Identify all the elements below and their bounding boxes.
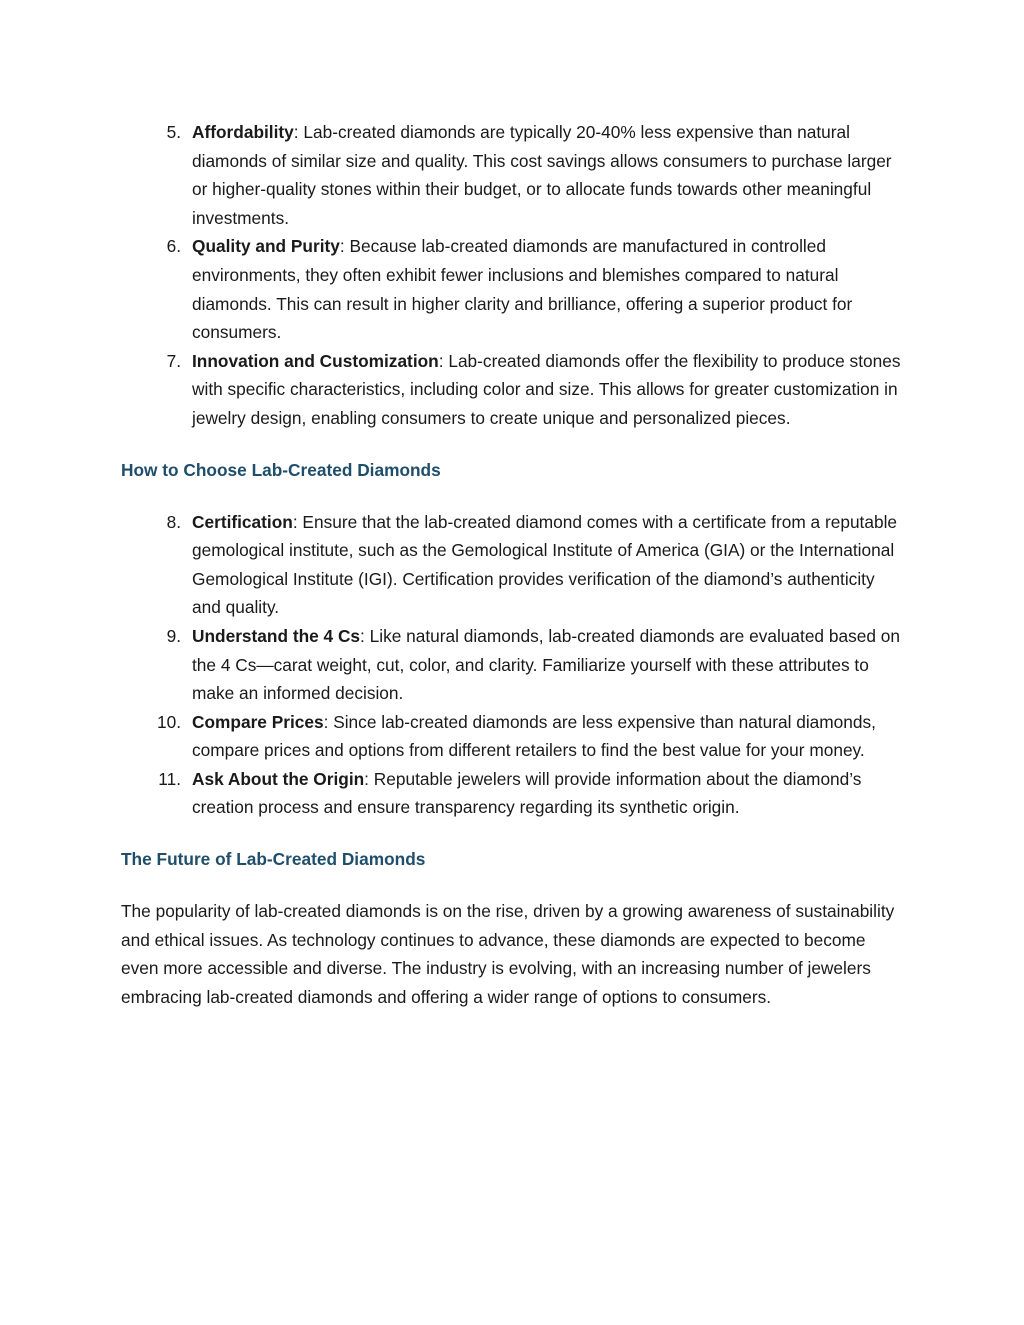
item-term: Certification	[192, 511, 293, 532]
item-text: : Lab-created diamonds are typically 20-40% less expensive than natural diamonds of similar size and quality. This cost savings allows consumers to purchase larger or higher-quality stones within their budget, or to allocate funds towards other meaningful investments.	[192, 122, 892, 228]
item-text: : Lab-created diamonds offer the flexibility to produce stones with specific characteristics, including color and size. This allows for greater customization in jewelry design, enabling consumers to create unique and personalized pieces.	[192, 350, 901, 428]
list-item	[121, 232, 907, 346]
item-term: Understand the 4 Cs	[192, 625, 361, 646]
section-heading-future: The Future of Lab-Created Diamonds	[121, 849, 426, 870]
list-item	[121, 765, 907, 822]
list-number: 6.	[166, 236, 181, 257]
list-number: 8.	[166, 511, 181, 532]
how-to-choose-list	[121, 508, 907, 823]
item-term: Ask About the Origin	[192, 768, 365, 789]
list-number: 5.	[166, 122, 181, 142]
document-page	[121, 118, 907, 1011]
item-term: Compare Prices	[192, 711, 324, 732]
item-text: : Because lab-created diamonds are manufactured in controlled environments, they often exhibit fewer inclusions and blemishes compared to natural diamonds. This can result in higher clarity and brilliance, offering a superior product for consumers.	[192, 236, 853, 343]
item-text: : Reputable jewelers will provide information about the diamond’s creation process and ensure transparency regarding its synthetic origin.	[192, 768, 862, 818]
item-term: Quality and Purity	[192, 236, 340, 257]
list-item	[121, 708, 907, 765]
item-term: Affordability	[192, 122, 294, 142]
item-term: Innovation and Customization	[192, 350, 439, 371]
list-item	[121, 347, 907, 433]
section-heading-how-to-choose: How to Choose Lab-Created Diamonds	[121, 459, 441, 480]
list-number: 10.	[156, 711, 181, 732]
benefits-list	[121, 118, 907, 433]
future-paragraph: The popularity of lab-created diamonds is on the rise, driven by a growing awareness of sustainability and ethical issues. As technology continues to advance, these diamonds are expected to become even more accessible and diverse. The industry is evolving, with an increasing number of jewelers embracing lab-created diamonds and offering a wider range of options to consumers.	[121, 901, 895, 1007]
item-text: : Like natural diamonds, lab-created diamonds are evaluated based on the 4 Cs—carat weight, cut, color, and clarity. Familiarize yourself with these attributes to make an informed decision.	[192, 625, 900, 704]
list-item	[121, 118, 907, 232]
item-text: : Since lab-created diamonds are less expensive than natural diamonds, compare prices and options from different retailers to find the best value for your money.	[192, 711, 876, 761]
list-number: 11.	[158, 768, 181, 789]
list-item	[121, 508, 907, 622]
item-text: : Ensure that the lab-created diamond comes with a certificate from a reputable gemological institute, such as the Gemological Institute of America (GIA) or the International Gemological Institute (IGI). Certification provides verification of the diamond’s authenticity and quality.	[192, 511, 898, 618]
list-number: 9.	[166, 625, 181, 646]
list-item	[121, 622, 907, 708]
list-number: 7.	[166, 350, 181, 371]
